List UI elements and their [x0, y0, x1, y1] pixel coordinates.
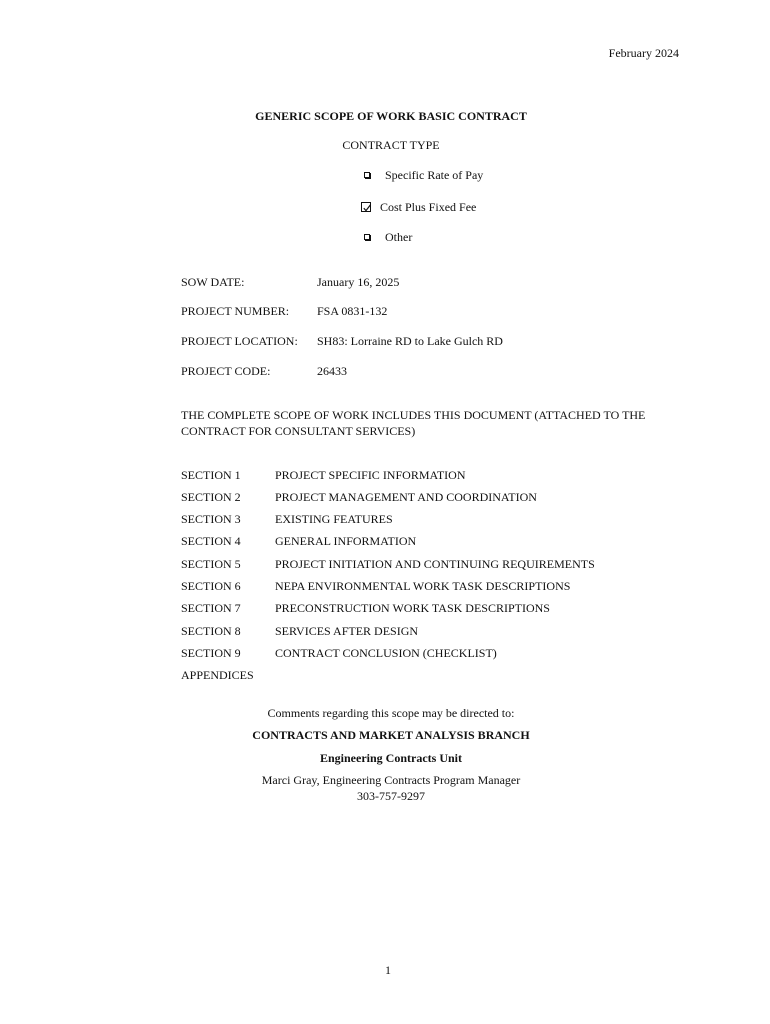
- section-label: SECTION 1: [181, 468, 241, 482]
- section-label: SECTION 8: [181, 624, 241, 638]
- contract-type-option-specific-rate: [360, 167, 483, 183]
- contract-type-option-other: [360, 229, 412, 245]
- contact-person: Marci Gray, Engineering Contracts Program Manager: [261, 773, 521, 787]
- appendices-label: APPENDICES: [181, 668, 254, 682]
- section-title: PROJECT SPECIFIC INFORMATION: [275, 468, 466, 482]
- section-label: SECTION 9: [181, 646, 241, 660]
- section-title: PRECONSTRUCTION WORK TASK DESCRIPTIONS: [275, 601, 550, 615]
- sow-date-label: SOW DATE:: [181, 275, 245, 289]
- project-number-label: PROJECT NUMBER:: [181, 304, 290, 318]
- project-location-label: PROJECT LOCATION:: [181, 334, 298, 348]
- section-title: SERVICES AFTER DESIGN: [275, 624, 419, 638]
- section-title: PROJECT INITIATION AND CONTINUING REQUIREMENTS: [275, 557, 595, 571]
- sow-date-value: January 16, 2025: [317, 275, 400, 289]
- contract-type-option-cost-plus: [360, 199, 476, 215]
- section-label: SECTION 6: [181, 579, 241, 593]
- option-label: Cost Plus Fixed Fee: [380, 199, 477, 214]
- option-label: Other: [385, 229, 413, 244]
- document-title: GENERIC SCOPE OF WORK BASIC CONTRACT: [255, 109, 527, 123]
- project-code-label: PROJECT CODE:: [181, 364, 271, 378]
- section-title: NEPA ENVIRONMENTAL WORK TASK DESCRIPTIONS: [275, 579, 571, 593]
- contact-phone: 303-757-9297: [357, 789, 425, 803]
- contract-type-heading: CONTRACT TYPE: [342, 138, 440, 152]
- page-number: 1: [385, 963, 391, 977]
- document-date: February 2024: [608, 46, 679, 60]
- scope-statement: THE COMPLETE SCOPE OF WORK INCLUDES THIS DOCUMENT (ATTACHED TO THE CONTRACT FOR CONSULTANT SERVICES): [181, 408, 646, 438]
- contact-intro: Comments regarding this scope may be directed to:: [267, 706, 515, 720]
- section-title: PROJECT MANAGEMENT AND COORDINATION: [275, 490, 537, 504]
- section-title: EXISTING FEATURES: [275, 512, 393, 526]
- project-location-value: SH83: Lorraine RD to Lake Gulch RD: [317, 334, 503, 348]
- unchecked-box-icon: [364, 172, 370, 178]
- section-label: SECTION 4: [181, 534, 241, 548]
- section-label: SECTION 7: [181, 601, 241, 615]
- section-label: SECTION 2: [181, 490, 241, 504]
- contact-unit: Engineering Contracts Unit: [320, 751, 462, 765]
- project-number-value: FSA 0831-132: [317, 304, 388, 318]
- option-label: Specific Rate of Pay: [385, 167, 484, 182]
- section-label: SECTION 5: [181, 557, 241, 571]
- project-code-value: 26433: [317, 364, 347, 378]
- section-title: GENERAL INFORMATION: [275, 534, 417, 548]
- unchecked-box-icon: [364, 234, 370, 240]
- section-title: CONTRACT CONCLUSION (CHECKLIST): [275, 646, 497, 660]
- section-label: SECTION 3: [181, 512, 241, 526]
- checked-box-icon: [361, 202, 371, 212]
- contact-branch: CONTRACTS AND MARKET ANALYSIS BRANCH: [252, 728, 530, 742]
